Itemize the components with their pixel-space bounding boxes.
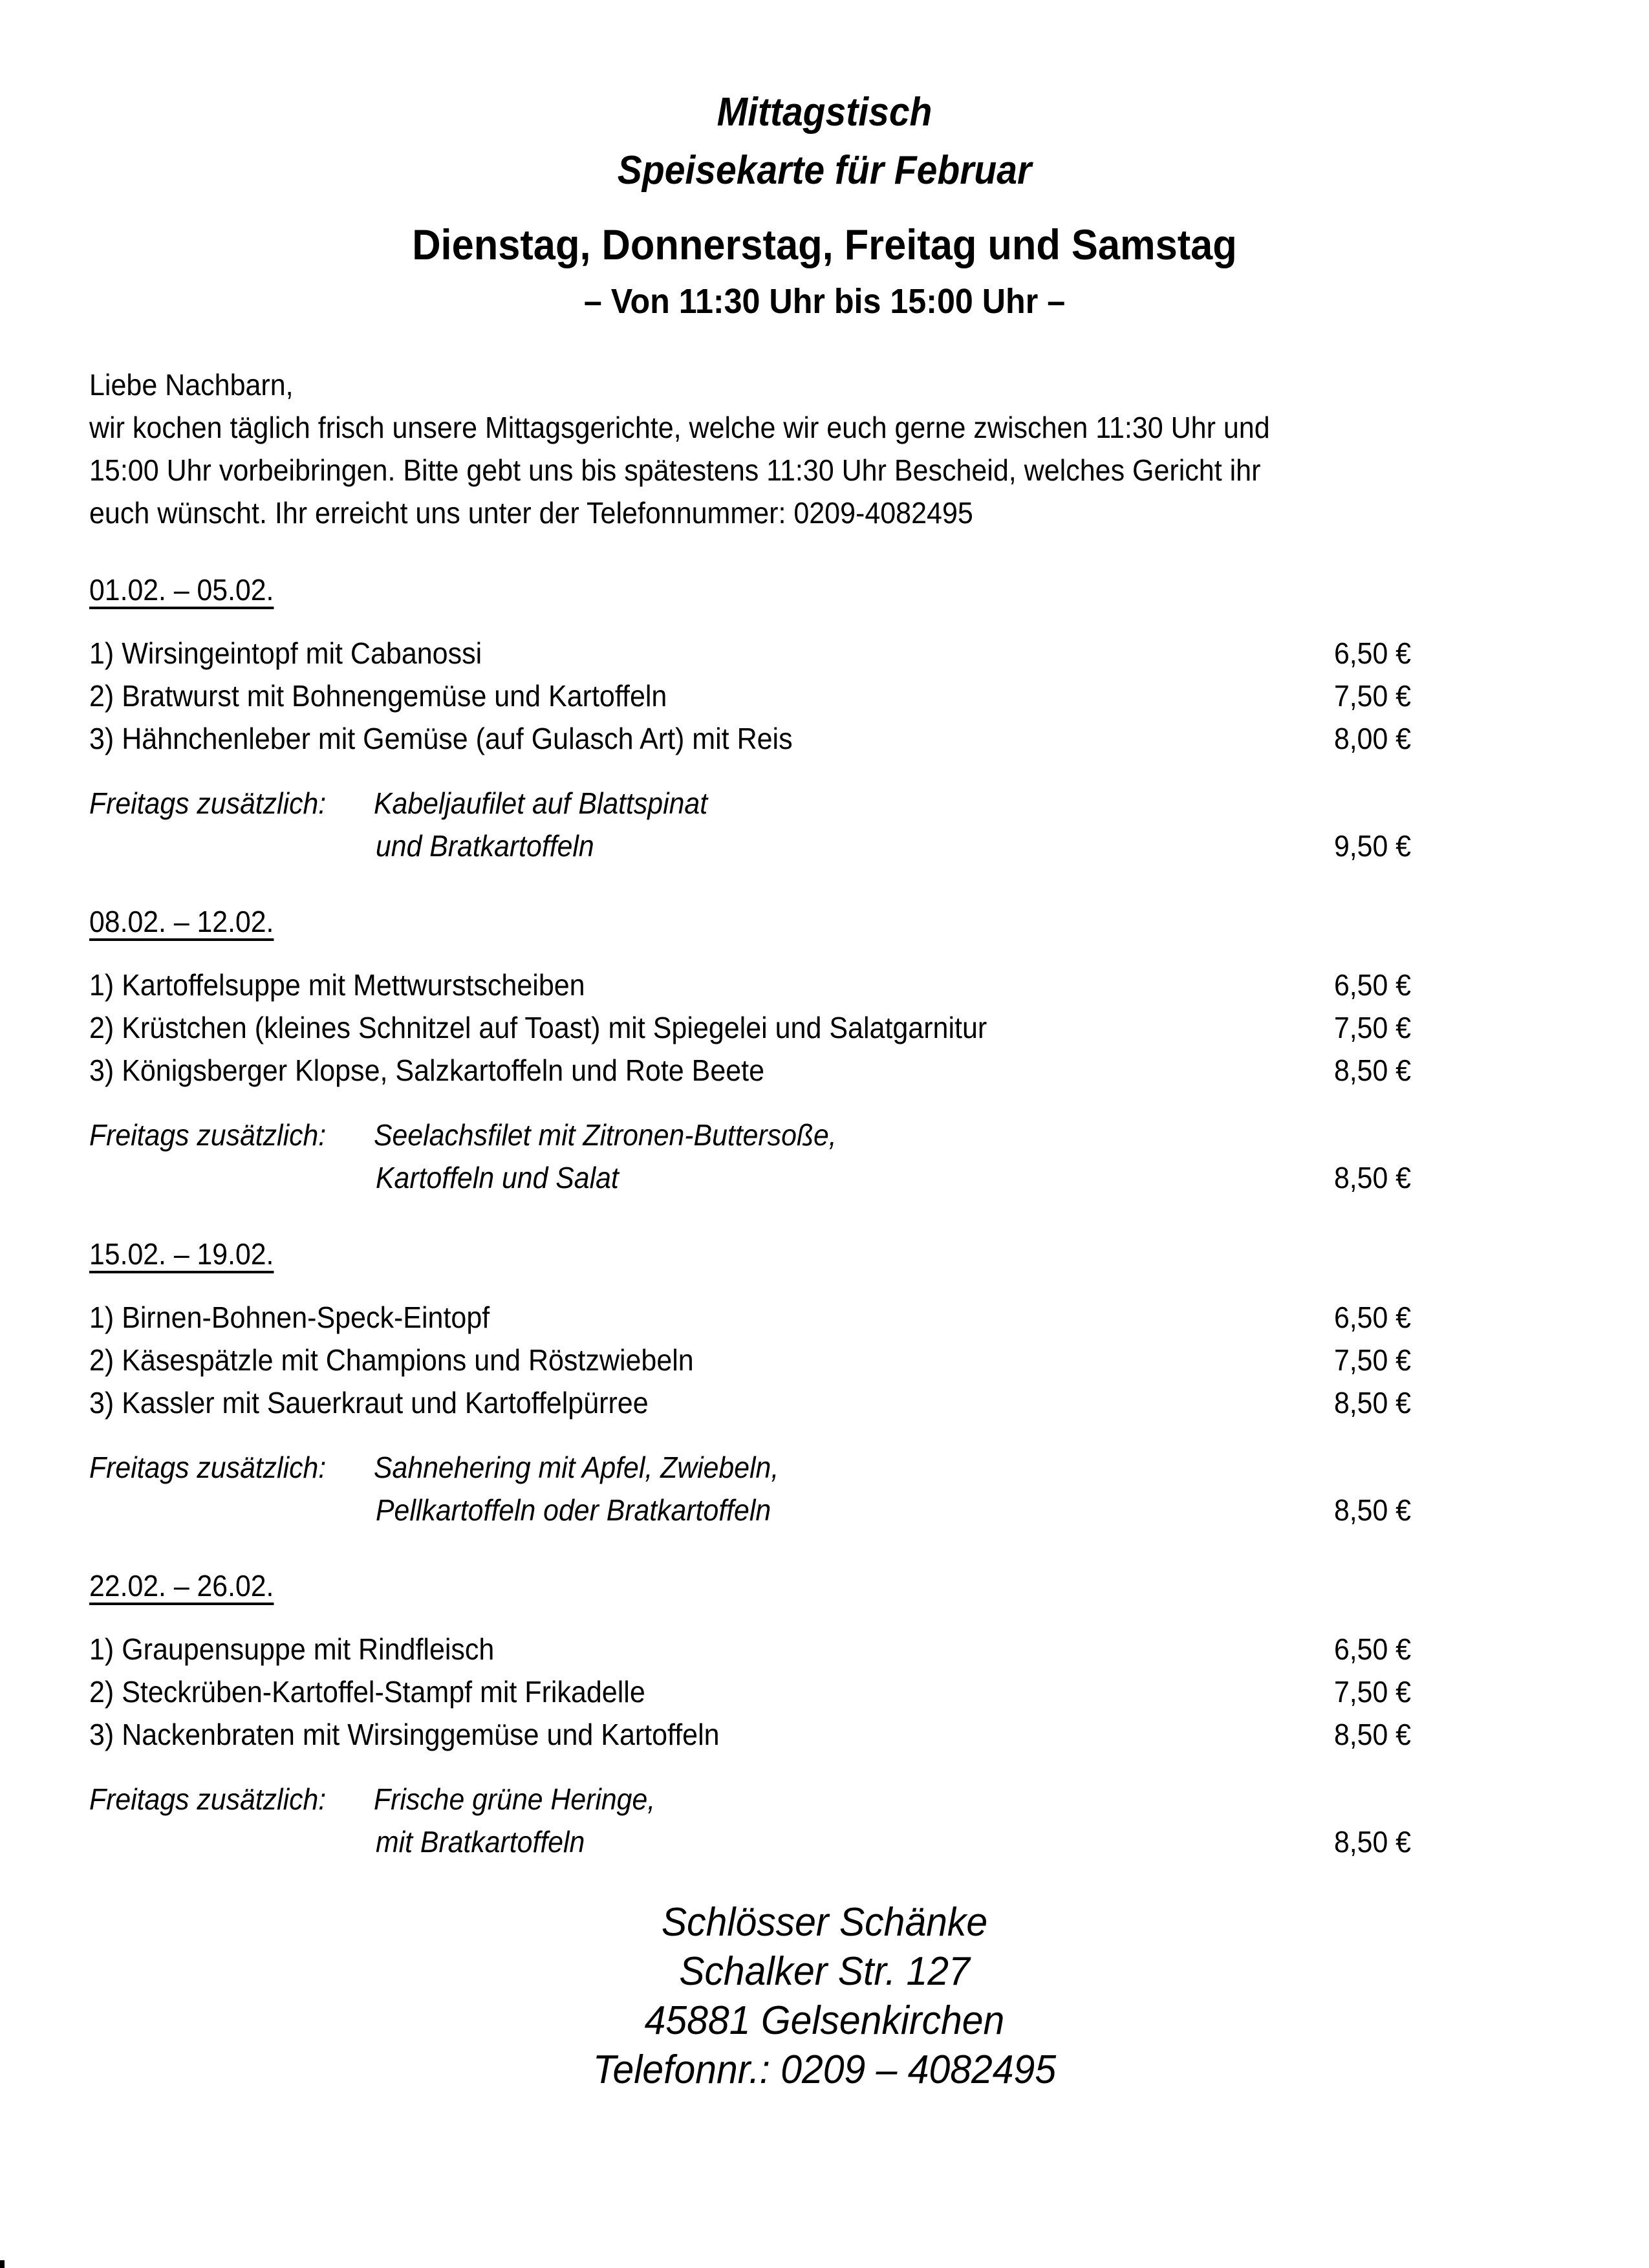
dish-name: 2) Steckrüben-Kartoffel-Stampf mit Frikadelle [89, 1675, 645, 1709]
intro-line-2: 15:00 Uhr vorbeibringen. Bitte gebt uns bis spätestens 11:30 Uhr Bescheid, welches Gericht ihr [89, 453, 1261, 487]
dish-name: 3) Nackenbraten mit Wirsinggemüse und Kartoffeln [89, 1718, 720, 1751]
dish-row [89, 1053, 1577, 1096]
dish-name: 2) Käsespätzle mit Champions und Röstzwiebeln [89, 1343, 694, 1377]
dish-list [89, 1632, 1577, 1760]
friday-dish-line-2: Kartoffeln und Salat [376, 1161, 619, 1194]
week-section [89, 1568, 1577, 1867]
week-section [89, 572, 1577, 871]
restaurant-phone: Telefonnr.: 0209 – 4082495 [592, 2047, 1057, 2092]
week-section [89, 1237, 1577, 1535]
restaurant-name: Schlösser Schänke [661, 1900, 988, 1945]
dish-row [89, 1300, 1577, 1343]
dish-row [89, 1674, 1577, 1717]
dish-row [89, 678, 1577, 721]
week-date-range: 22.02. – 26.02. [89, 1569, 274, 1603]
dish-name: 1) Wirsingeintopf mit Cabanossi [89, 636, 482, 670]
dish-price: 6,50 € [1334, 968, 1411, 1002]
dish-list [89, 967, 1577, 1096]
dish-name: 1) Graupensuppe mit Rindfleisch [89, 1632, 495, 1666]
friday-dish-line-2: und Bratkartoffeln [376, 829, 594, 863]
friday-dish-line-2: mit Bratkartoffeln [376, 1825, 585, 1859]
dish-name: 3) Kassler mit Sauerkraut und Kartoffelpürree [89, 1386, 649, 1420]
dish-row [89, 1632, 1577, 1674]
friday-label: Freitags zusätzlich: [89, 786, 327, 820]
friday-label: Freitags zusätzlich: [89, 1118, 327, 1152]
menu-title: Mittagstisch [717, 90, 932, 135]
dish-list [89, 636, 1577, 764]
dish-row [89, 1010, 1577, 1053]
dish-name: 2) Bratwurst mit Bohnengemüse und Kartoffeln [89, 679, 667, 713]
dish-list [89, 1300, 1577, 1428]
intro-line-1: wir kochen täglich frisch unsere Mittagsgerichte, welche wir euch gerne zwischen 11:30 Uhr und [89, 411, 1270, 444]
dish-price: 6,50 € [1334, 1632, 1411, 1666]
friday-special [89, 1782, 1577, 1867]
dish-row [89, 636, 1577, 678]
opening-hours: – Von 11:30 Uhr bis 15:00 Uhr – [583, 282, 1066, 321]
dish-name: 1) Kartoffelsuppe mit Mettwurstscheiben [89, 968, 585, 1002]
dish-price: 8,50 € [1334, 1718, 1411, 1751]
week-date-range: 01.02. – 05.02. [89, 573, 274, 607]
menu-subtitle: Speisekarte für Februar [617, 148, 1032, 193]
dish-price: 7,50 € [1334, 1343, 1411, 1377]
friday-price: 9,50 € [1334, 829, 1411, 863]
restaurant-street: Schalker Str. 127 [679, 1949, 970, 1994]
intro-greeting: Liebe Nachbarn, [89, 368, 294, 402]
week-date-range: 15.02. – 19.02. [89, 1237, 274, 1271]
dish-row [89, 1717, 1577, 1760]
friday-dish-line-1: Sahnehering mit Apfel, Zwiebeln, [374, 1451, 779, 1484]
dish-row [89, 721, 1577, 764]
friday-dish-line-2: Pellkartoffeln oder Bratkartoffeln [376, 1493, 771, 1527]
dish-name: 1) Birnen-Bohnen-Speck-Eintopf [89, 1301, 490, 1334]
scan-artifact [0, 2260, 5, 2268]
dish-row [89, 967, 1577, 1010]
friday-dish-line-1: Frische grüne Heringe, [374, 1782, 656, 1816]
dish-price: 8,50 € [1334, 1053, 1411, 1087]
friday-dish-line-1: Seelachsfilet mit Zitronen-Buttersoße, [374, 1118, 837, 1152]
friday-special [89, 1118, 1577, 1203]
friday-price: 8,50 € [1334, 1161, 1411, 1194]
dish-row [89, 1343, 1577, 1385]
friday-label: Freitags zusätzlich: [89, 1451, 327, 1484]
dish-price: 7,50 € [1334, 679, 1411, 713]
week-section [89, 904, 1577, 1203]
intro-line-3: euch wünscht. Ihr erreicht uns unter der Telefonnummer: 0209-4082495 [89, 496, 973, 530]
dish-price: 8,00 € [1334, 722, 1411, 755]
friday-price: 8,50 € [1334, 1493, 1411, 1527]
intro-text [89, 363, 1419, 534]
friday-special [89, 1450, 1577, 1535]
dish-name: 2) Krüstchen (kleines Schnitzel auf Toast) mit Spiegelei und Salatgarnitur [89, 1011, 987, 1044]
friday-price: 8,50 € [1334, 1825, 1411, 1859]
restaurant-contact [0, 1898, 1649, 2095]
dish-price: 6,50 € [1334, 636, 1411, 670]
restaurant-city: 45881 Gelsenkirchen [644, 1998, 1005, 2043]
dish-name: 3) Königsberger Klopse, Salzkartoffeln und Rote Beete [89, 1053, 765, 1087]
dish-price: 7,50 € [1334, 1011, 1411, 1044]
friday-label: Freitags zusätzlich: [89, 1782, 327, 1816]
dish-price: 8,50 € [1334, 1386, 1411, 1420]
dish-name: 3) Hähnchenleber mit Gemüse (auf Gulasch Art) mit Reis [89, 722, 793, 755]
friday-special [89, 786, 1577, 871]
dish-row [89, 1385, 1577, 1428]
opening-days: Dienstag, Donnerstag, Freitag und Samstag [412, 221, 1237, 268]
week-date-range: 08.02. – 12.02. [89, 905, 274, 938]
dish-price: 6,50 € [1334, 1301, 1411, 1334]
dish-price: 7,50 € [1334, 1675, 1411, 1709]
friday-dish-line-1: Kabeljaufilet auf Blattspinat [374, 786, 708, 820]
